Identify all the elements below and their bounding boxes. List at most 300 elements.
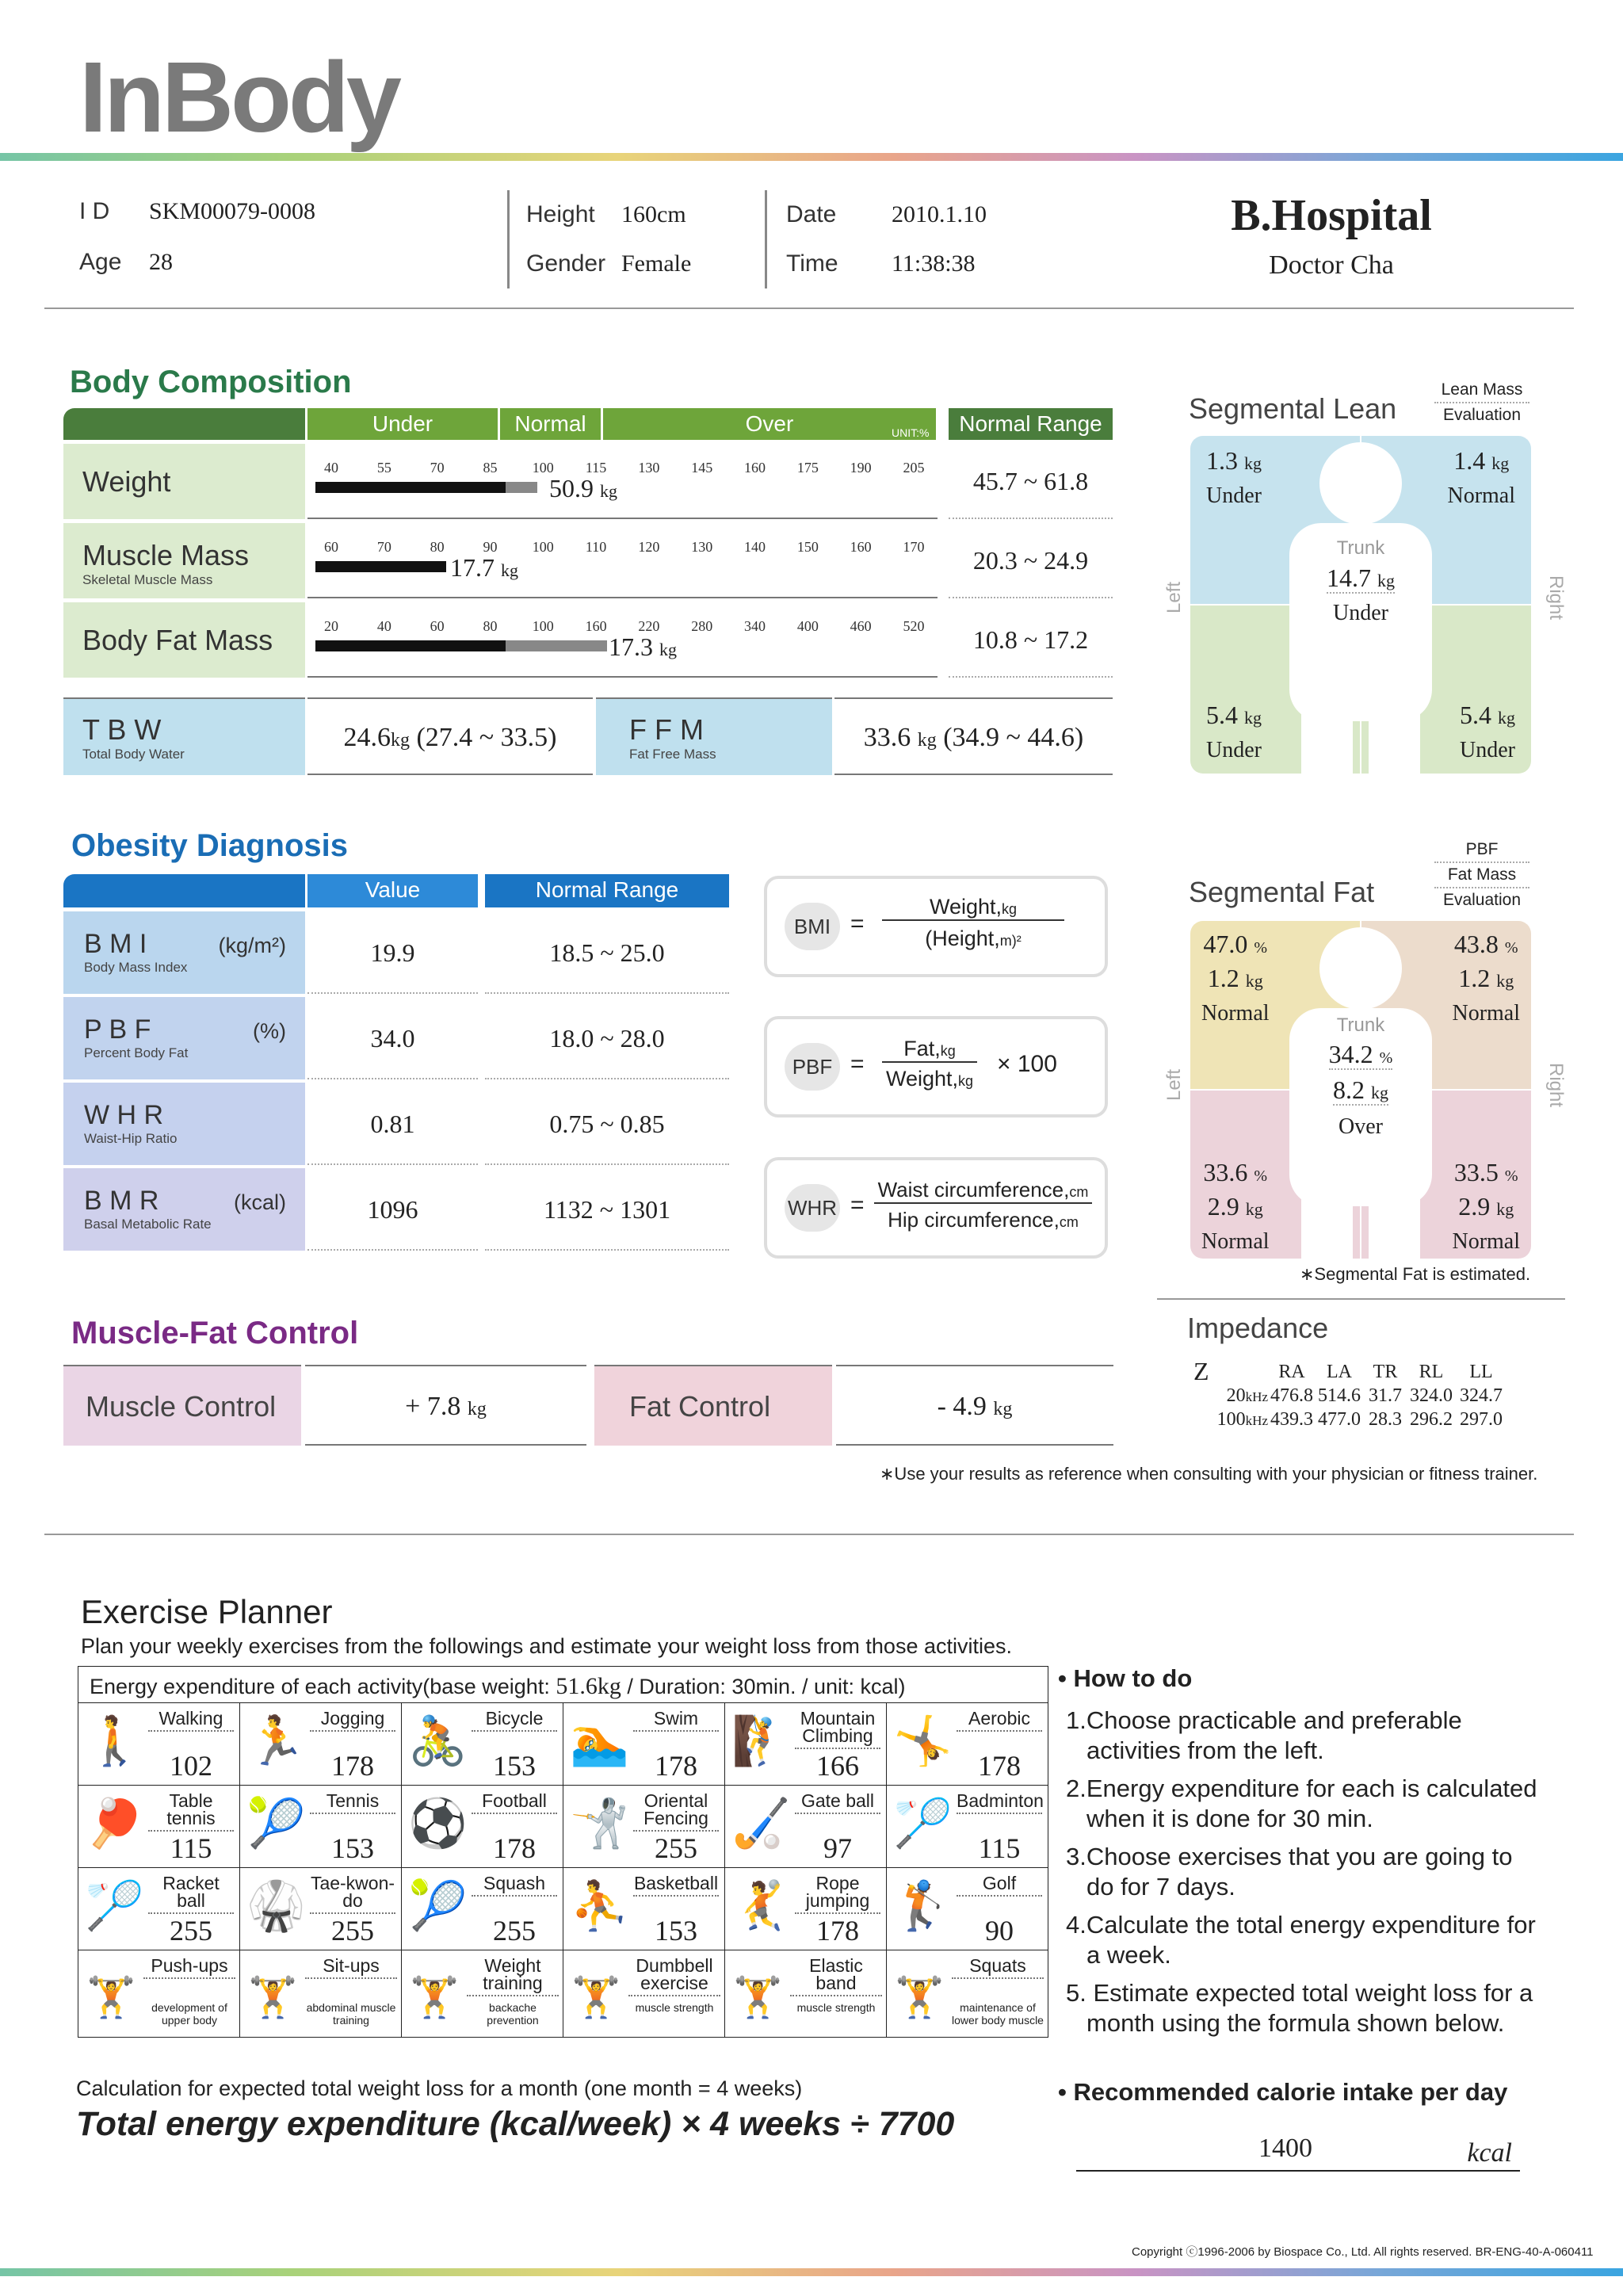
whr-formula <box>764 1157 1108 1259</box>
tick: 205 <box>903 460 925 476</box>
impedance-title: Impedance <box>1187 1312 1329 1344</box>
lean-right-leg <box>1460 700 1515 766</box>
weight-number: 50.9 <box>549 474 594 502</box>
base-weight-line <box>78 1666 1048 1702</box>
normal-header: Normal <box>500 408 601 440</box>
eval-line: PBF <box>1434 838 1529 863</box>
how-to-step: 3.Choose exercises that you are going to do for 7 days. <box>1066 1843 1513 1901</box>
muscle-bar-area <box>307 523 938 598</box>
bmi-tag: BMI <box>785 903 840 950</box>
strength-cell <box>78 1950 240 2038</box>
mass-line <box>1333 1075 1388 1106</box>
pct-line <box>1329 1040 1393 1070</box>
pbf-multiplier: × 100 <box>997 1051 1057 1077</box>
equals: = <box>850 911 865 937</box>
obesity-label-cell <box>63 911 305 994</box>
eval: Under <box>1206 738 1262 762</box>
activity-cell <box>887 1786 1048 1868</box>
unit: % <box>1504 939 1518 957</box>
obesity-unit: (kg/m²) <box>218 934 286 957</box>
col: RA <box>1278 1362 1305 1382</box>
strength-icon: 🏋 <box>248 1975 298 2019</box>
tick: 80 <box>430 539 445 555</box>
activity-kcal: 178 <box>978 1750 1021 1782</box>
strength-benefit: backache prevention <box>487 2001 539 2027</box>
strength-name: Elastic band <box>790 1957 882 1996</box>
tick: 175 <box>796 460 819 476</box>
top-rainbow-bar <box>0 153 1623 161</box>
activity-kcal: 178 <box>493 1832 536 1864</box>
obesity-title: Obesity Diagnosis <box>71 828 348 863</box>
ffm-number: 33.6 <box>863 723 911 752</box>
how-to-step: 2.Energy expenditure for each is calculated when it is done for 30 min. <box>1066 1775 1537 1832</box>
activity-kcal: 97 <box>823 1832 852 1864</box>
tick: 340 <box>744 618 766 634</box>
weight-bar-area <box>307 444 938 519</box>
mass: 2.9 <box>1458 1192 1491 1221</box>
activity-icon: 🏊 <box>570 1714 629 1767</box>
unit: kg <box>390 730 410 751</box>
eval: Over <box>1338 1114 1383 1139</box>
unit: kg <box>1496 1199 1514 1219</box>
activity-icon: 🧗 <box>731 1714 791 1767</box>
col: RL <box>1419 1362 1444 1382</box>
tick: 100 <box>532 539 554 555</box>
eval: Under <box>1333 601 1388 625</box>
fat-bar <box>315 640 506 651</box>
eval-line: Evaluation <box>1442 891 1522 909</box>
unit: kg <box>940 1043 956 1059</box>
bmi-formula <box>764 876 1108 977</box>
eval-line: Fat Mass <box>1434 863 1529 888</box>
impedance-z: Z <box>1193 1357 1209 1385</box>
segmental-fat-note: ∗Segmental Fat is estimated. <box>1300 1264 1531 1284</box>
activity-kcal: 255 <box>170 1915 212 1946</box>
lean-trunk <box>1293 563 1428 628</box>
ffm-range: (34.9 ~ 44.6) <box>943 723 1084 752</box>
unit: % <box>1504 1167 1518 1185</box>
bmi-numerator <box>882 895 1064 921</box>
impedance-cols <box>1268 1362 1507 1383</box>
base-weight: 51.6kg <box>556 1673 621 1699</box>
body-composition-title: Body Composition <box>70 365 352 399</box>
fat-control-value <box>836 1365 1113 1446</box>
recommended-unit: kcal <box>1467 2138 1512 2168</box>
obesity-label: B M I <box>84 929 147 959</box>
divider <box>1157 1298 1565 1300</box>
activity-icon: 🏸 <box>893 1797 953 1850</box>
strength-icon: 🏋 <box>571 1975 621 2019</box>
segmental-fat-title: Segmental Fat <box>1189 876 1375 908</box>
tick: 120 <box>638 539 660 555</box>
divider <box>765 190 767 288</box>
text: / Duration: 30min. / unit: kcal) <box>627 1675 906 1698</box>
section-rule <box>44 1534 1574 1535</box>
activity-icon: 🤺 <box>570 1797 629 1850</box>
value: + 7.8 <box>405 1392 461 1421</box>
bottom-rainbow-bar <box>0 2268 1623 2276</box>
header-cell <box>63 874 305 907</box>
activity-cell <box>887 1703 1048 1786</box>
weight-label: Weight <box>63 444 305 519</box>
unit: cm <box>1059 1214 1079 1230</box>
inbody-logo: InBody <box>79 41 399 153</box>
tick: 20 <box>324 618 338 634</box>
muscle-range: 20.3 ~ 24.9 <box>949 523 1113 598</box>
unit: kg <box>1496 971 1514 991</box>
obesity-range: 1132 ~ 1301 <box>485 1168 729 1251</box>
weight-bar-normal <box>506 482 537 493</box>
tick: 160 <box>744 460 766 476</box>
activity-icon: 🤸 <box>893 1714 953 1767</box>
unit: kg <box>993 1399 1013 1419</box>
age-value: 28 <box>149 249 173 275</box>
activity-kcal: 153 <box>655 1915 697 1946</box>
trunk-value <box>1327 563 1395 594</box>
fat-bar-area <box>307 602 938 678</box>
activity-kcal: 255 <box>655 1832 697 1864</box>
activity-name: Aerobic <box>957 1710 1042 1732</box>
lean-eval-label <box>1434 378 1529 427</box>
activity-cell <box>402 1868 563 1950</box>
impedance-value: 324.0 <box>1410 1385 1453 1406</box>
value: 5.4 <box>1460 701 1491 729</box>
strength-benefit: maintenance of lower body muscle <box>952 2001 1044 2027</box>
ffm-label-cell <box>596 697 832 775</box>
activity-icon: ⚽ <box>408 1797 468 1850</box>
activity-row <box>78 1786 1048 1868</box>
activity-icon: 🏌 <box>893 1879 953 1932</box>
activity-icon: 🏑 <box>731 1797 791 1850</box>
date-label: Date <box>786 201 837 227</box>
strength-cell <box>240 1950 402 2038</box>
gender-label: Gender <box>526 250 606 277</box>
obesity-label-cell <box>63 1168 305 1251</box>
weight-ticks <box>315 460 930 476</box>
obesity-range-header: Normal Range <box>485 874 729 907</box>
strength-benefit: development of upper body <box>151 2001 227 2027</box>
activity-kcal: 178 <box>816 1915 859 1946</box>
strength-name: Weight training <box>467 1957 559 1996</box>
activity-kcal: 255 <box>493 1915 536 1946</box>
unit: % <box>1379 1049 1393 1067</box>
tick: 190 <box>850 460 872 476</box>
col: TR <box>1373 1362 1398 1382</box>
activity-kcal: 90 <box>985 1915 1014 1946</box>
strength-cell <box>563 1950 725 2038</box>
obesity-label-cell <box>63 997 305 1079</box>
col: LA <box>1327 1362 1352 1382</box>
strength-icon: 🏋 <box>733 1975 783 2019</box>
activity-cell <box>240 1786 402 1868</box>
muscle-number: 17.7 <box>450 553 495 582</box>
left-label: Left <box>1163 581 1186 614</box>
lean-left-leg <box>1206 700 1262 766</box>
ffm-value <box>834 697 1113 775</box>
activity-kcal: 115 <box>978 1832 1021 1864</box>
unit: kg <box>501 560 518 580</box>
obesity-unit: (%) <box>253 1019 286 1043</box>
unit: kg <box>1491 453 1510 473</box>
whr-numerator <box>874 1178 1092 1204</box>
text: Fat, <box>903 1037 941 1060</box>
lean-right-arm <box>1447 445 1515 511</box>
header-cell <box>63 408 305 440</box>
muscle-sub: Skeletal Muscle Mass <box>82 572 213 587</box>
activity-name: Golf <box>957 1874 1042 1897</box>
unit: kHz <box>1245 1413 1268 1428</box>
activity-name: Tennis <box>310 1792 395 1814</box>
activity-cell <box>725 1703 887 1786</box>
activity-cell <box>887 1868 1048 1950</box>
activity-icon: 🎾 <box>408 1879 468 1932</box>
segmental-lean-figure <box>1190 436 1531 774</box>
unit: kg <box>1371 1083 1388 1102</box>
text: Waist circumference, <box>877 1178 1070 1201</box>
bmi-denominator <box>882 926 1064 951</box>
obesity-value: 0.81 <box>307 1083 478 1165</box>
activity-icon: ⛹ <box>570 1879 629 1932</box>
strength-name: Push-ups <box>143 1957 235 1979</box>
mass: 2.9 <box>1207 1192 1239 1221</box>
unit: kHz <box>1245 1389 1268 1404</box>
obesity-label: P B F <box>84 1014 151 1045</box>
eval: Normal <box>1452 1229 1520 1254</box>
tick: 60 <box>430 618 445 634</box>
muscle-label: Muscle Mass <box>82 539 250 571</box>
fat-label: Body Fat Mass <box>63 602 305 678</box>
strength-icon: 🏋 <box>410 1975 460 2019</box>
activity-name: Tae-kwon-do <box>310 1874 395 1914</box>
activity-icon: 🏃 <box>246 1714 306 1767</box>
fat-trunk <box>1293 1038 1428 1143</box>
pbf-tag: PBF <box>785 1043 840 1091</box>
tick: 140 <box>744 539 766 555</box>
tick: 70 <box>376 539 391 555</box>
activity-table <box>78 1702 1048 2038</box>
strength-row <box>78 1950 1048 2038</box>
activity-name: Squash <box>472 1874 557 1897</box>
activity-name: Basketball <box>633 1874 719 1897</box>
whr-denominator <box>874 1208 1092 1232</box>
strength-benefit: muscle strength <box>796 2001 876 2014</box>
unit: % <box>1254 939 1268 957</box>
pct: 34.2 <box>1328 1040 1373 1068</box>
unit: kg <box>1002 901 1018 917</box>
strength-benefit: muscle strength <box>635 2001 714 2014</box>
activity-icon: 🏓 <box>85 1797 144 1850</box>
unit: m)² <box>999 933 1022 949</box>
obesity-value: 1096 <box>307 1168 478 1251</box>
pbf-denominator <box>878 1067 981 1091</box>
activity-kcal: 255 <box>331 1915 374 1946</box>
tick: 150 <box>796 539 819 555</box>
left-label: Left <box>1163 1068 1186 1102</box>
freq: 100 <box>1216 1409 1246 1430</box>
obesity-range: 18.5 ~ 25.0 <box>485 911 729 994</box>
segmental-lean-title: Segmental Lean <box>1189 392 1397 425</box>
activity-cell <box>78 1868 240 1950</box>
eval: Normal <box>1447 483 1515 508</box>
activity-cell <box>563 1786 725 1868</box>
obesity-range: 0.75 ~ 0.85 <box>485 1083 729 1165</box>
obesity-unit: (kcal) <box>234 1190 286 1214</box>
tick: 90 <box>483 539 498 555</box>
fat-right-arm <box>1452 929 1520 1029</box>
tick: 400 <box>796 618 819 634</box>
impedance-value: 28.3 <box>1369 1409 1402 1430</box>
gender-value: Female <box>621 250 692 277</box>
text: (Height, <box>925 926 1000 950</box>
unit: kg <box>1377 571 1395 590</box>
tbw-range: (27.4 ~ 33.5) <box>416 723 557 752</box>
strength-icon: 🏋 <box>86 1975 136 2019</box>
reference-note: ∗Use your results as reference when consulting with your physician or fitness trainer. <box>880 1464 1538 1484</box>
freq: 20 <box>1226 1385 1246 1406</box>
unit: kg <box>1244 453 1262 473</box>
ffm-label: F F M <box>629 713 704 746</box>
tick: 40 <box>376 618 391 634</box>
copyright: Copyright ⓒ1996-2006 by Biospace Co., Ltd. All rights reserved. BR-ENG-40-A-060411 <box>1132 2245 1594 2259</box>
activity-kcal: 178 <box>655 1750 697 1782</box>
impedance-value: 476.8 <box>1270 1385 1313 1406</box>
tick: 170 <box>903 539 925 555</box>
activity-name: Football <box>472 1792 557 1814</box>
obesity-value: 19.9 <box>307 911 478 994</box>
value: 1.3 <box>1206 446 1238 475</box>
eval: Under <box>1460 738 1515 762</box>
tick: 520 <box>903 618 925 634</box>
activity-icon: 🤾 <box>731 1879 791 1932</box>
mass: 1.2 <box>1207 964 1239 992</box>
activity-cell <box>240 1868 402 1950</box>
activity-name: Swim <box>633 1710 719 1732</box>
right-label: Right <box>1545 575 1568 621</box>
pbf-formula <box>764 1016 1108 1117</box>
unit: kg <box>659 640 677 659</box>
strength-benefit: abdominal muscle training <box>306 2001 396 2027</box>
activity-name: Bicycle <box>472 1710 557 1732</box>
fat-bar-normal <box>506 640 607 651</box>
text: Weight, <box>885 1067 959 1091</box>
id-label: I D <box>79 198 110 224</box>
unit-label: UNIT:% <box>892 426 930 439</box>
activity-name: Racket ball <box>148 1874 234 1914</box>
tick: 160 <box>585 618 607 634</box>
unit: cm <box>1069 1184 1089 1200</box>
eval-line: Evaluation <box>1442 406 1522 424</box>
eval: Normal <box>1201 1229 1270 1254</box>
pct: 33.6 <box>1203 1158 1248 1186</box>
value: 14.7 <box>1327 563 1371 592</box>
tick: 80 <box>483 618 498 634</box>
impedance-freq <box>1195 1409 1268 1431</box>
fat-eval-label <box>1434 838 1529 912</box>
strength-cell <box>725 1950 887 2038</box>
tick: 130 <box>638 460 660 476</box>
equals: = <box>850 1192 865 1218</box>
activity-cell <box>78 1786 240 1868</box>
date-value: 2010.1.10 <box>892 201 987 227</box>
activity-cell <box>725 1786 887 1868</box>
equals: = <box>850 1051 865 1077</box>
how-to-steps <box>1066 1706 1541 2046</box>
value: 1.4 <box>1453 446 1486 475</box>
how-to-title: • How to do <box>1058 1664 1193 1692</box>
value: 5.4 <box>1206 701 1238 729</box>
how-to-step: 1.Choose practicable and preferable activities from the left. <box>1066 1706 1462 1764</box>
fat-right-leg <box>1452 1157 1520 1257</box>
pct: 43.8 <box>1453 930 1499 958</box>
activity-kcal: 153 <box>493 1750 536 1782</box>
height-label: Height <box>526 201 595 227</box>
activity-cell <box>240 1703 402 1786</box>
obesity-range: 18.0 ~ 28.0 <box>485 997 729 1079</box>
pbf-numerator <box>882 1037 977 1063</box>
activity-icon: 🎾 <box>246 1797 306 1850</box>
eval: Normal <box>1452 1001 1520 1026</box>
normal-range-header: Normal Range <box>949 408 1113 440</box>
obesity-sub: Waist-Hip Ratio <box>84 1131 178 1146</box>
recommended-value: 1400 <box>1258 2134 1312 2163</box>
obesity-sub: Percent Body Fat <box>84 1045 189 1060</box>
unit: kg <box>1245 1199 1263 1219</box>
activity-icon: 🚴 <box>408 1714 468 1767</box>
activity-cell <box>78 1703 240 1786</box>
obesity-label: W H R <box>84 1100 164 1130</box>
doctor-name: Doctor Cha <box>1269 250 1394 280</box>
fat-control-label: Fat Control <box>594 1365 832 1446</box>
tbw-label-cell <box>63 697 305 775</box>
planner-title: Exercise Planner <box>81 1593 333 1630</box>
activity-row <box>78 1703 1048 1786</box>
how-to-step: 4.Calculate the total energy expenditure for a week. <box>1066 1911 1536 1969</box>
tick: 115 <box>585 460 607 476</box>
fat-range: 10.8 ~ 17.2 <box>949 602 1113 678</box>
col: LL <box>1469 1362 1493 1382</box>
obesity-sub: Body Mass Index <box>84 960 188 975</box>
activity-cell <box>402 1786 563 1868</box>
text: Weight, <box>929 895 1002 919</box>
activity-kcal: 178 <box>331 1750 374 1782</box>
impedance-value: 477.0 <box>1318 1409 1361 1430</box>
planner-subtitle: Plan your weekly exercises from the followings and estimate your weight loss from those activities. <box>81 1634 1013 1658</box>
time-value: 11:38:38 <box>892 250 976 277</box>
activity-cell <box>563 1703 725 1786</box>
tick: 145 <box>691 460 713 476</box>
muscle-bar <box>315 561 446 572</box>
tick: 60 <box>324 539 338 555</box>
fat-left-leg <box>1201 1157 1270 1257</box>
header-rule <box>44 308 1574 309</box>
tbw-sub: Total Body Water <box>82 747 185 762</box>
activity-name: Walking <box>148 1710 234 1732</box>
impedance-value: 296.2 <box>1410 1409 1453 1430</box>
unit: kg <box>1245 971 1263 991</box>
activity-icon: 🏸 <box>85 1879 144 1932</box>
activity-icon: 🥋 <box>246 1879 306 1932</box>
strength-cell <box>402 1950 563 2038</box>
activity-cell <box>725 1868 887 1950</box>
age-label: Age <box>79 249 122 275</box>
trunk-label: Trunk <box>1336 537 1385 559</box>
impedance-value: 514.6 <box>1318 1385 1361 1406</box>
strength-icon: 🏋 <box>895 1975 945 2019</box>
value-header: Value <box>307 874 478 907</box>
tick: 40 <box>324 460 338 476</box>
tick: 85 <box>483 460 498 476</box>
activity-name: Mountain Climbing <box>795 1710 880 1749</box>
